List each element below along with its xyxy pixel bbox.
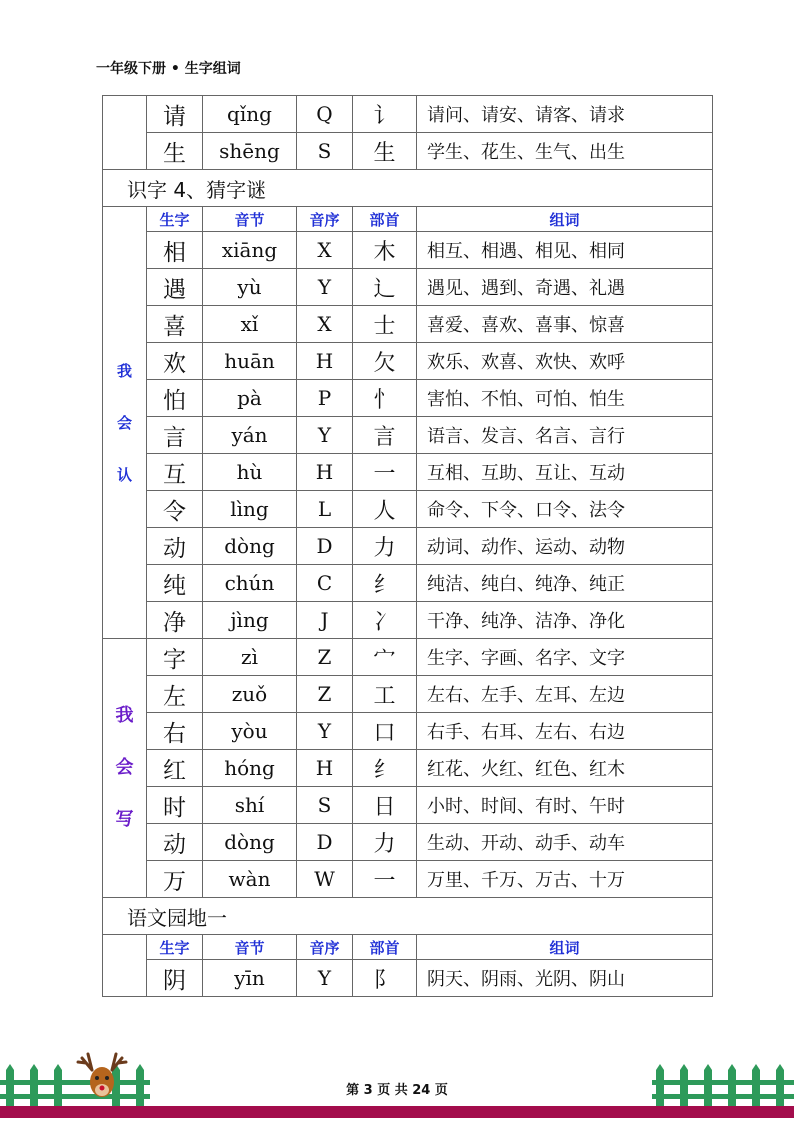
radical-cell: 辶: [353, 269, 417, 306]
words-cell: 小时、时间、有时、午时: [417, 787, 713, 824]
column-header: 音节: [203, 207, 297, 232]
table-row: [103, 713, 713, 750]
pinyin-cell: jìng: [203, 602, 297, 639]
char-cell: 净: [147, 602, 203, 639]
letter-cell: Z: [297, 639, 353, 676]
column-header: 部首: [353, 935, 417, 960]
table-row: [103, 380, 713, 417]
words-cell: 互相、互助、互让、互动: [417, 454, 713, 491]
page-number: 第 3 页 共 24 页: [346, 1083, 448, 1098]
table-row: [103, 269, 713, 306]
radical-cell: 日: [353, 787, 417, 824]
words-cell: 语言、发言、名言、言行: [417, 417, 713, 454]
column-header: 组词: [417, 935, 713, 960]
column-header: 生字: [147, 935, 203, 960]
table-row: [103, 528, 713, 565]
char-cell: 相: [147, 232, 203, 269]
pinyin-cell: xiāng: [203, 232, 297, 269]
words-cell: 阴天、阴雨、光阴、阴山: [417, 960, 713, 997]
table-row: [103, 133, 713, 170]
char-cell: 红: [147, 750, 203, 787]
words-cell: 害怕、不怕、可怕、怕生: [417, 380, 713, 417]
page-header: 一年级下册 • 生字组词: [96, 61, 241, 77]
side-label-write: [103, 639, 147, 898]
column-header: 音序: [297, 207, 353, 232]
char-cell: 纯: [147, 565, 203, 602]
radical-cell: 冫: [353, 602, 417, 639]
char-cell: 请: [147, 96, 203, 133]
letter-cell: H: [297, 454, 353, 491]
char-cell: 左: [147, 676, 203, 713]
words-cell: 左右、左手、左耳、左边: [417, 676, 713, 713]
words-cell: 喜爱、喜欢、喜事、惊喜: [417, 306, 713, 343]
char-cell: 动: [147, 824, 203, 861]
char-cell: 动: [147, 528, 203, 565]
header-row: [103, 935, 713, 960]
pinyin-cell: shí: [203, 787, 297, 824]
column-header: 音序: [297, 935, 353, 960]
letter-cell: Y: [297, 269, 353, 306]
column-header: 组词: [417, 207, 713, 232]
bottom-bar: [0, 1106, 794, 1118]
radical-cell: 纟: [353, 750, 417, 787]
table-row: [103, 232, 713, 269]
words-cell: 欢乐、欢喜、欢快、欢呼: [417, 343, 713, 380]
radical-cell: 言: [353, 417, 417, 454]
letter-cell: Y: [297, 713, 353, 750]
words-cell: 相互、相遇、相见、相同: [417, 232, 713, 269]
char-cell: 阴: [147, 960, 203, 997]
radical-cell: 人: [353, 491, 417, 528]
table-row: [103, 676, 713, 713]
letter-cell: W: [297, 861, 353, 898]
letter-cell: S: [297, 133, 353, 170]
char-cell: 喜: [147, 306, 203, 343]
letter-cell: L: [297, 491, 353, 528]
header-row: [103, 207, 713, 232]
radical-cell: 忄: [353, 380, 417, 417]
radical-cell: 力: [353, 528, 417, 565]
section-title: 语文园地一: [103, 898, 713, 935]
pinyin-cell: hóng: [203, 750, 297, 787]
column-header: 音节: [203, 935, 297, 960]
table-row: [103, 565, 713, 602]
radical-cell: 力: [353, 824, 417, 861]
radical-cell: 欠: [353, 343, 417, 380]
radical-cell: 口: [353, 713, 417, 750]
char-cell: 万: [147, 861, 203, 898]
radical-cell: 生: [353, 133, 417, 170]
letter-cell: D: [297, 824, 353, 861]
column-header: 部首: [353, 207, 417, 232]
words-cell: 红花、火红、红色、红木: [417, 750, 713, 787]
words-cell: 遇见、遇到、奇遇、礼遇: [417, 269, 713, 306]
char-cell: 右: [147, 713, 203, 750]
table-row: [103, 602, 713, 639]
table-row: [103, 96, 713, 133]
pinyin-cell: dòng: [203, 824, 297, 861]
radical-cell: 士: [353, 306, 417, 343]
pinyin-cell: huān: [203, 343, 297, 380]
letter-cell: X: [297, 306, 353, 343]
words-cell: 学生、花生、生气、出生: [417, 133, 713, 170]
char-cell: 时: [147, 787, 203, 824]
vocab-table: [102, 95, 713, 997]
char-cell: 互: [147, 454, 203, 491]
pinyin-cell: chún: [203, 565, 297, 602]
side-label-char: 写: [115, 809, 134, 830]
side-cell-empty: [103, 935, 147, 997]
radical-cell: 宀: [353, 639, 417, 676]
words-cell: 命令、下令、口令、法令: [417, 491, 713, 528]
words-cell: 右手、右耳、左右、右边: [417, 713, 713, 750]
char-cell: 生: [147, 133, 203, 170]
table-row: [103, 306, 713, 343]
side-label-char: 会: [115, 757, 134, 778]
pinyin-cell: lìng: [203, 491, 297, 528]
table-row: [103, 491, 713, 528]
char-cell: 言: [147, 417, 203, 454]
letter-cell: H: [297, 343, 353, 380]
letter-cell: X: [297, 232, 353, 269]
letter-cell: Y: [297, 960, 353, 997]
letter-cell: Q: [297, 96, 353, 133]
pinyin-cell: qǐng: [203, 96, 297, 133]
char-cell: 字: [147, 639, 203, 676]
table-row: [103, 343, 713, 380]
words-cell: 纯洁、纯白、纯净、纯正: [417, 565, 713, 602]
pinyin-cell: wàn: [203, 861, 297, 898]
letter-cell: J: [297, 602, 353, 639]
side-cell-empty: [103, 96, 147, 170]
side-label-recognize: [103, 207, 147, 639]
char-cell: 欢: [147, 343, 203, 380]
table-row: [103, 454, 713, 491]
column-header: 生字: [147, 207, 203, 232]
table-row: [103, 417, 713, 454]
letter-cell: Z: [297, 676, 353, 713]
pinyin-cell: pà: [203, 380, 297, 417]
radical-cell: 工: [353, 676, 417, 713]
words-cell: 生字、字画、名字、文字: [417, 639, 713, 676]
side-label-char: 认: [116, 465, 132, 484]
radical-cell: 一: [353, 454, 417, 491]
radical-cell: 一: [353, 861, 417, 898]
table-row: [103, 960, 713, 997]
pinyin-cell: zì: [203, 639, 297, 676]
pinyin-cell: yīn: [203, 960, 297, 997]
pinyin-cell: yù: [203, 269, 297, 306]
side-label-char: 会: [116, 413, 132, 432]
section-title-row: [103, 898, 713, 935]
radical-cell: 阝: [353, 960, 417, 997]
pinyin-cell: yán: [203, 417, 297, 454]
pinyin-cell: dòng: [203, 528, 297, 565]
pinyin-cell: xǐ: [203, 306, 297, 343]
letter-cell: C: [297, 565, 353, 602]
table-row: [103, 824, 713, 861]
radical-cell: 纟: [353, 565, 417, 602]
side-label-char: 我: [116, 361, 132, 380]
letter-cell: H: [297, 750, 353, 787]
pinyin-cell: zuǒ: [203, 676, 297, 713]
letter-cell: S: [297, 787, 353, 824]
words-cell: 万里、千万、万古、十万: [417, 861, 713, 898]
words-cell: 干净、纯净、洁净、净化: [417, 602, 713, 639]
radical-cell: 讠: [353, 96, 417, 133]
words-cell: 动词、动作、运动、动物: [417, 528, 713, 565]
pinyin-cell: shēng: [203, 133, 297, 170]
table-row: [103, 787, 713, 824]
table-row: [103, 750, 713, 787]
char-cell: 令: [147, 491, 203, 528]
words-cell: 生动、开动、动手、动车: [417, 824, 713, 861]
side-label-char: 我: [115, 705, 134, 726]
letter-cell: D: [297, 528, 353, 565]
words-cell: 请问、请安、请客、请求: [417, 96, 713, 133]
table-row: [103, 861, 713, 898]
section-title-row: [103, 170, 713, 207]
letter-cell: Y: [297, 417, 353, 454]
char-cell: 遇: [147, 269, 203, 306]
radical-cell: 木: [353, 232, 417, 269]
char-cell: 怕: [147, 380, 203, 417]
section-title: 识字 4、猜字谜: [103, 170, 713, 207]
pinyin-cell: yòu: [203, 713, 297, 750]
letter-cell: P: [297, 380, 353, 417]
table-row: [103, 639, 713, 676]
pinyin-cell: hù: [203, 454, 297, 491]
